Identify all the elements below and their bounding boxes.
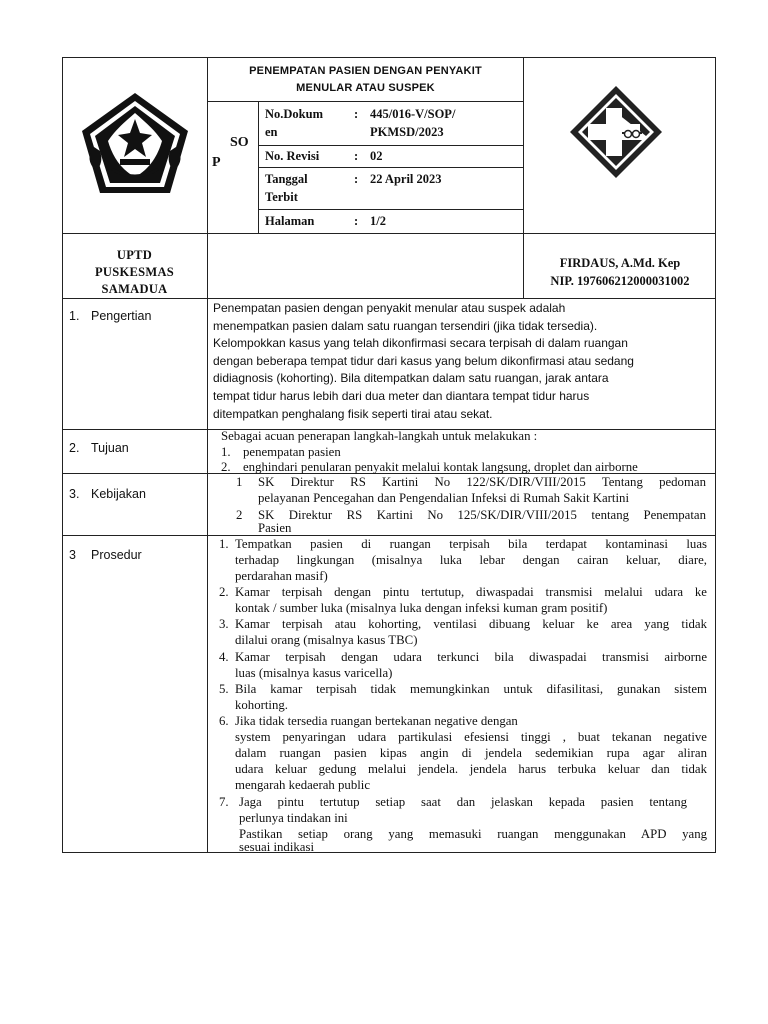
meta-colon: : [354,214,359,228]
header-bottom-divider [62,233,716,234]
kebijakan-item-number: 2 [236,508,243,522]
border-right [715,57,716,853]
sop-label-top: SO [230,135,249,150]
prosedur-item-number: 1. [219,537,229,551]
prosedur-item-7-line: Jaga pintu tertutup setiap saat dan jelaskan kepada pasien tentang [239,795,687,809]
unit-name: UPTD PUSKESMAS SAMADUA [94,248,175,296]
puskesmas-logo [566,84,666,180]
tujuan-intro: Sebagai acuan penerapan langkah-langkah untuk melakukan : [221,429,538,443]
section-label-pengertian: 1. Pengertian [69,309,152,323]
meta-revision-value: 02 [370,149,383,163]
prosedur-item-number: 7. [219,795,229,809]
meta-page-label: Halaman [265,214,315,228]
prosedur-item-2-line: Kamar terpisah dengan pintu tertutup, diwaspadai transmisi melalui udara ke [235,585,707,599]
meta-page-value: 1/2 [370,214,386,228]
pengertian-text: Penempatan pasien dengan penyakit menular atau suspek adalah menempatkan pasien dalam satu ruangan tersendiri (jika tidak tersedia). Kelompokkan kasus yang telah dikonfirmasi secara terpisah di dalam ruangan dengan beberapa tempat tidur dari kasus yang belum dikonfirmasi atau sedang didiagnosis (kohorting). Bila ditempatkan dalam satu ruangan, jarak antara tempat tidur harus lebih dari dua meter dan diantara tempat tidur harus ditempatkan penghalang fisik seperti tirai atau sekat. [213,301,634,421]
title-divider [207,101,524,102]
tujuan-item-2: 2. enghindari penularan penyakit melalui kontak langsung, droplet dan airborne [221,460,638,474]
meta-revision-label: No. Revisi [265,149,320,163]
meta-colon: : [354,172,359,186]
meta-row-divider-1 [258,145,523,146]
meta-colon: : [354,149,359,163]
kebijakan-item-number: 1 [236,475,243,489]
prosedur-item-7-line: Pastikan setiap orang yang memasuki ruangan menggunakan APD yang [239,827,707,841]
border-top [62,57,716,58]
meta-row-divider-3 [258,209,523,210]
prosedur-item-6-line: system penyaringan udara partikulasi efesiensi tinggi , buat tekanan negative [235,730,707,744]
section-label-kebijakan: 3. Kebijakan [69,487,146,501]
prosedur-item-5-line: kohorting. [235,698,288,712]
signatory-nip: NIP. 197606212000031002 [550,274,690,288]
border-left [62,57,63,853]
meta-row-divider-2 [258,167,523,168]
prosedur-item-2-line: kontak / sumber luka (misalnya luka dengan infeksi kuman gram positif) [235,601,608,615]
prosedur-item-number: 5. [219,682,229,696]
prosedur-item-5-line: Bila kamar terpisah tidak memungkinkan untuk difasilitasi, gunakan sistem [235,682,707,696]
prosedur-item-6-line: dalam ruangan pasien kipas angin di jendela sedemikian rupa agar aliran [235,746,707,760]
prosedur-item-number: 6. [219,714,229,728]
kebijakan-item-1-line-2: pelayanan Pencegahan dan Pengendalian Infeksi di Rumah Sakit Kartini [258,491,629,505]
meta-date-value: 22 April 2023 [370,172,442,186]
prosedur-item-3-line: Kamar terpisah atau kohorting, ventilasi dibuang keluar ke area yang tidak [235,617,707,631]
sop-document [62,57,716,853]
prosedur-item-6-line: udara keluar gedung melalui jendela. jendela harus terbuka keluar dan tidak [235,762,707,776]
prosedur-item-4-line: luas (misalnya kasus varicella) [235,666,393,680]
prosedur-item-number: 2. [219,585,229,599]
meta-doc-number-value: 445/016-V/SOP/ PKMSD/2023 [370,107,456,139]
document-title [208,63,523,97]
prosedur-item-7-line: sesuai indikasi [239,840,314,854]
prosedur-item-7-line: perlunya tindakan ini [239,811,348,825]
prosedur-item-1-line: Tempatkan pasien di ruangan terpisah bila terdapat kontaminasi luas [235,537,707,551]
prosedur-item-3-line: dilalui orang (misalnya kasus TBC) [235,633,418,647]
prosedur-item-4-line: Kamar terpisah dengan udara terkunci bila diwaspadai transmisi airborne [235,650,707,664]
title-line-2: MENULAR ATAU SUSPEK [296,82,435,94]
signatory-name: FIRDAUS, A.Md. Kep [559,256,681,270]
signatory [524,254,716,290]
kebijakan-item-2-line-2: Pasien [258,521,292,535]
tujuan-item-1: 1. penempatan pasien [221,445,341,459]
kebijakan-divider [62,535,716,536]
border-bottom [62,852,716,853]
meta-colon: : [354,107,359,121]
regency-seal-logo [74,89,196,201]
title-line-1: PENEMPATAN PASIEN DENGAN PENYAKIT [249,65,482,77]
sop-label-bottom: P [212,155,221,170]
column-divider-left [207,57,208,853]
prosedur-item-number: 4. [219,650,229,664]
prosedur-item-6-line: Jika tidak tersedia ruangan bertekanan negative dengan [235,714,518,728]
prosedur-item-1-line: terhadap lingkungan (misalnya luka lebar dengan cairan keluar, diare, [235,553,707,567]
meta-doc-number-label: No.Dokum en [265,107,323,139]
prosedur-item-number: 3. [219,617,229,631]
meta-date-label: Tanggal Terbit [265,172,308,204]
signature-row-divider [62,298,716,299]
section-label-tujuan: 2. Tujuan [69,441,129,455]
kebijakan-item-2-line-1: SK Direktur RS Kartini No 125/SK/DIR/VIII/2015 tentang Penempatan [258,508,706,522]
prosedur-item-6-line: mengarah kedaerah public [235,778,371,792]
kebijakan-item-1-line-1: SK Direktur RS Kartini No 122/SK/DIR/VIII/2015 Tentang pedoman [258,475,706,489]
prosedur-item-1-line: perdarahan masif) [235,569,328,583]
section-label-prosedur: 3 Prosedur [69,548,142,562]
